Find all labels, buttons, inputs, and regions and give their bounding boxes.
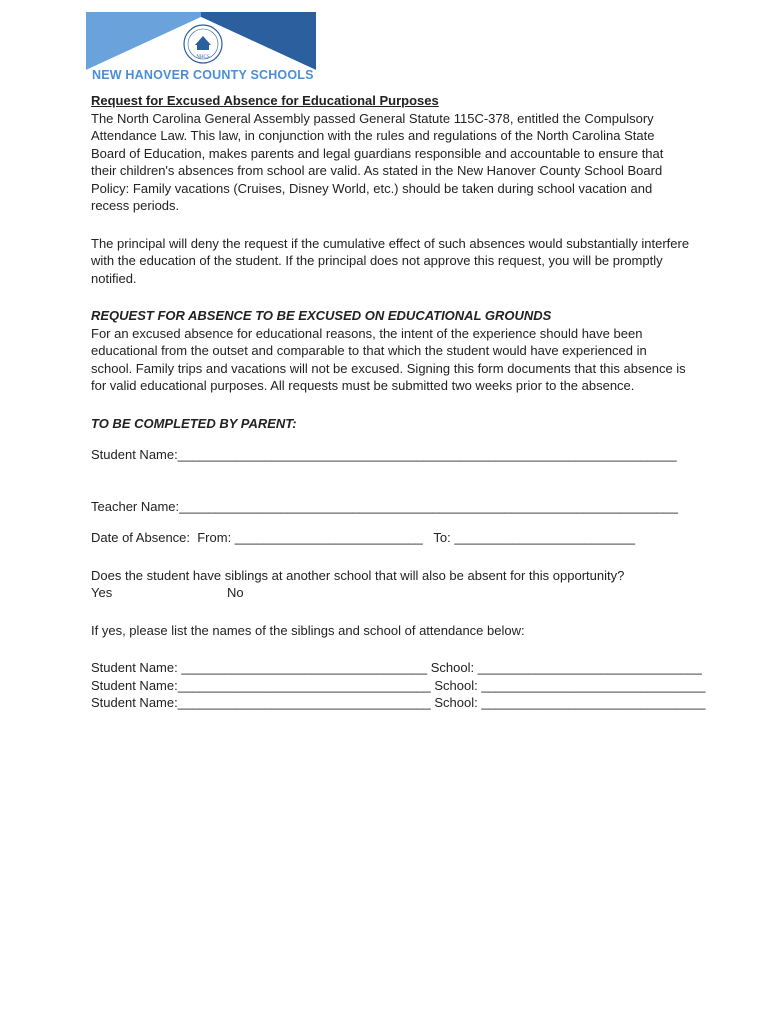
form-title: Request for Excused Absence for Educational Purposes: [91, 93, 439, 108]
parent-heading: TO BE COMPLETED BY PARENT:: [91, 415, 297, 431]
yes-option[interactable]: Yes: [91, 585, 113, 600]
sibling-row-1[interactable]: Student Name: __________________________________ School: _______________________________: [91, 660, 702, 675]
sibling-row-3[interactable]: Student Name:___________________________________ School: _______________________________: [91, 695, 706, 710]
teacher-name-field[interactable]: Teacher Name:_____________________________________________________________________: [91, 498, 679, 514]
logo-banner-icon: [86, 12, 316, 72]
no-option[interactable]: No: [227, 585, 244, 600]
paragraph-statute: The North Carolina General Assembly passed General Statute 115C-378, entitled the Compulsory Attendance Law. This law, in conjunction with the rules and regulations of the North Carolina State Board of Education, makes parents and legal guardians responsible and accountable to ensure that their children's absences from school are valid. As stated in the New Hanover County School Board Policy: Family vacations (Cruises, Disney World, etc.) should be taken during school vacation and recess periods.: [91, 110, 664, 213]
siblings-instruction: If yes, please list the names of the siblings and school of attendance below:: [91, 622, 525, 638]
siblings-question: Does the student have siblings at another school that will also be absent for this opportunity?: [91, 567, 625, 583]
sibling-row-2[interactable]: Student Name:___________________________________ School: _______________________________: [91, 677, 706, 693]
paragraph-principal: The principal will deny the request if the cumulative effect of such absences would substantially interfere with the education of the student. If the principal does not approve this request, you will be promptly notified.: [91, 235, 690, 286]
yes-no-options: [91, 584, 691, 602]
paragraph-educational: For an excused absence for educational reasons, the intent of the experience should have been educational from the outset and comparable to that which the student would have experienced in school. Family trips and vacations will not be excused. Signing this form documents that this absence is for valid educational purposes. All requests must be submitted two weeks prior to the absence.: [91, 325, 686, 393]
form-content: [91, 92, 706, 712]
org-name: NEW HANOVER COUNTY SCHOOLS: [92, 68, 314, 82]
district-logo: [86, 12, 316, 90]
seal-text: NHCS: [196, 55, 210, 60]
date-of-absence-field[interactable]: Date of Absence: From: __________________________ To: _________________________: [91, 530, 636, 545]
student-name-field[interactable]: Student Name:_____________________________________________________________________: [91, 447, 677, 462]
section-heading-educational: REQUEST FOR ABSENCE TO BE EXCUSED ON EDUCATIONAL GROUNDS: [91, 308, 552, 323]
